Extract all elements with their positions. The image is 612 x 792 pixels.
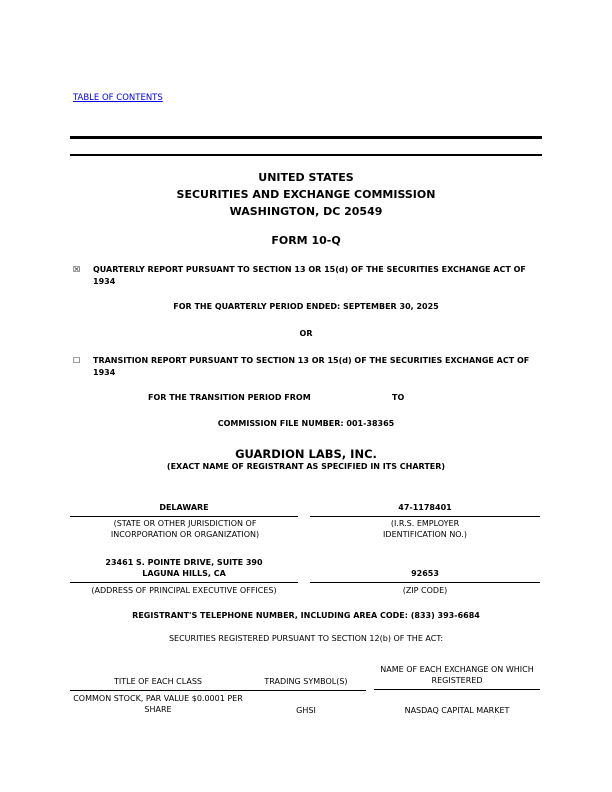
address bbox=[70, 557, 298, 583]
ein: 47-1178401 bbox=[310, 502, 540, 517]
address-caption: (ADDRESS OF PRINCIPAL EXECUTIVE OFFICES) bbox=[91, 586, 277, 595]
header-rule-thin bbox=[70, 154, 542, 156]
zip-code: 92653 bbox=[310, 568, 540, 583]
transition-period-from: FOR THE TRANSITION PERIOD FROM bbox=[148, 393, 311, 402]
zip-caption: (ZIP CODE) bbox=[402, 586, 448, 595]
trading-symbol: GHSI bbox=[296, 706, 316, 715]
quarterly-period: FOR THE QUARTERLY PERIOD ENDED: SEPTEMBER 30, 2025 bbox=[173, 302, 439, 311]
commission-file-number: COMMISSION FILE NUMBER: 001-38365 bbox=[217, 419, 395, 428]
header-exchange-name: NAME OF EACH EXCHANGE ON WHICH REGISTERED bbox=[374, 664, 540, 690]
transition-report-row bbox=[73, 355, 543, 379]
quarterly-checkbox-icon: ☒ bbox=[73, 265, 81, 274]
header-title-of-class: TITLE OF EACH CLASS bbox=[70, 676, 246, 691]
header-rule-thick bbox=[70, 136, 542, 139]
quarterly-report-text: QUARTERLY REPORT PURSUANT TO SECTION 13 OR 15(d) OF THE SECURITIES EXCHANGE ACT OF 1934 bbox=[93, 265, 526, 286]
transition-period-to: TO bbox=[392, 393, 405, 402]
securities-heading: SECURITIES REGISTERED PURSUANT TO SECTION 12(b) OF THE ACT: bbox=[168, 634, 444, 643]
company-name: GUARDION LABS, INC. bbox=[235, 447, 377, 461]
form-title: FORM 10-Q bbox=[271, 234, 341, 247]
exchange-name: NASDAQ CAPITAL MARKET bbox=[404, 706, 510, 715]
or-separator: OR bbox=[299, 329, 313, 338]
transition-report-text: TRANSITION REPORT PURSUANT TO SECTION 13 OR 15(d) OF THE SECURITIES EXCHANGE ACT OF 1934 bbox=[93, 356, 530, 377]
transition-checkbox-icon: ☐ bbox=[73, 356, 81, 365]
quarterly-report-row bbox=[73, 264, 543, 288]
table-of-contents-link[interactable]: TABLE OF CONTENTS bbox=[73, 93, 163, 103]
company-name-caption: (EXACT NAME OF REGISTRANT AS SPECIFIED IN ITS CHARTER) bbox=[166, 462, 446, 471]
state-of-incorporation: DELAWARE bbox=[70, 502, 298, 517]
address-line-1: 23461 S. POINTE DRIVE, SUITE 390 bbox=[105, 558, 263, 567]
header-line-3: WASHINGTON, DC 20549 bbox=[229, 205, 383, 218]
registrant-phone: REGISTRANT'S TELEPHONE NUMBER, INCLUDING AREA CODE: (833) 393-6684 bbox=[132, 611, 480, 620]
address-line-2: LAGUNA HILLS, CA bbox=[142, 569, 226, 578]
security-title: COMMON STOCK, PAR VALUE $0.0001 PER SHARE bbox=[73, 694, 243, 714]
header-line-2: SECURITIES AND EXCHANGE COMMISSION bbox=[176, 188, 436, 201]
state-caption: (STATE OR OTHER JURISDICTION OF INCORPORATION OR ORGANIZATION) bbox=[110, 519, 260, 539]
agency-header bbox=[70, 169, 542, 220]
header-line-1: UNITED STATES bbox=[258, 171, 354, 184]
ein-caption: (I.R.S. EMPLOYER IDENTIFICATION NO.) bbox=[383, 519, 467, 539]
header-trading-symbol: TRADING SYMBOL(S) bbox=[246, 676, 366, 691]
